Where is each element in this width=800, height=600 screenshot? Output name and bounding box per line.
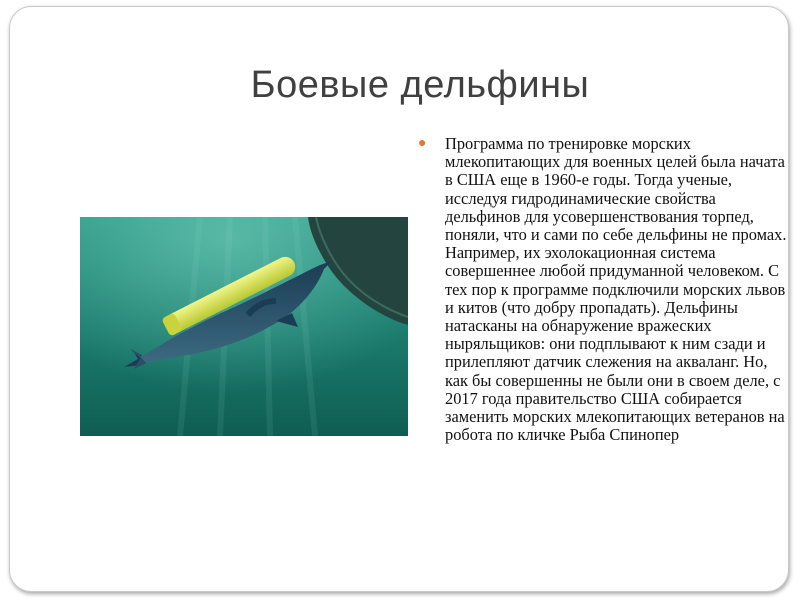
slide-body-text: Программа по тренировке морских млекопитающих для военных целей была начата в США еще в 1960-е годы. Тогда ученые, исследуя гидродинамические свойства дельфинов для усовершенствования торпед, поняли, что и сами по себе дельфины не промах. Например, их эхолокационная система совершеннее любой придуманной человеком. С тех пор к программе подключили морских львов и китов (что добру пропадать). Дельфины натасканы на обнаружение вражеских ныряльщиков: они подплывают к ним сзади и прилепляют датчик слежения на акваланг. Но, как бы совершенны не были они в своем деле, с 2017 года правительство США собирается заменить морских млекопитающих ветеранов на робота по кличке Рыба Спинопер bbox=[445, 134, 787, 445]
slide-title: Боевые дельфины bbox=[250, 64, 590, 106]
dolphin-photo bbox=[80, 217, 408, 436]
orange-bullet-icon: ● bbox=[418, 136, 427, 151]
